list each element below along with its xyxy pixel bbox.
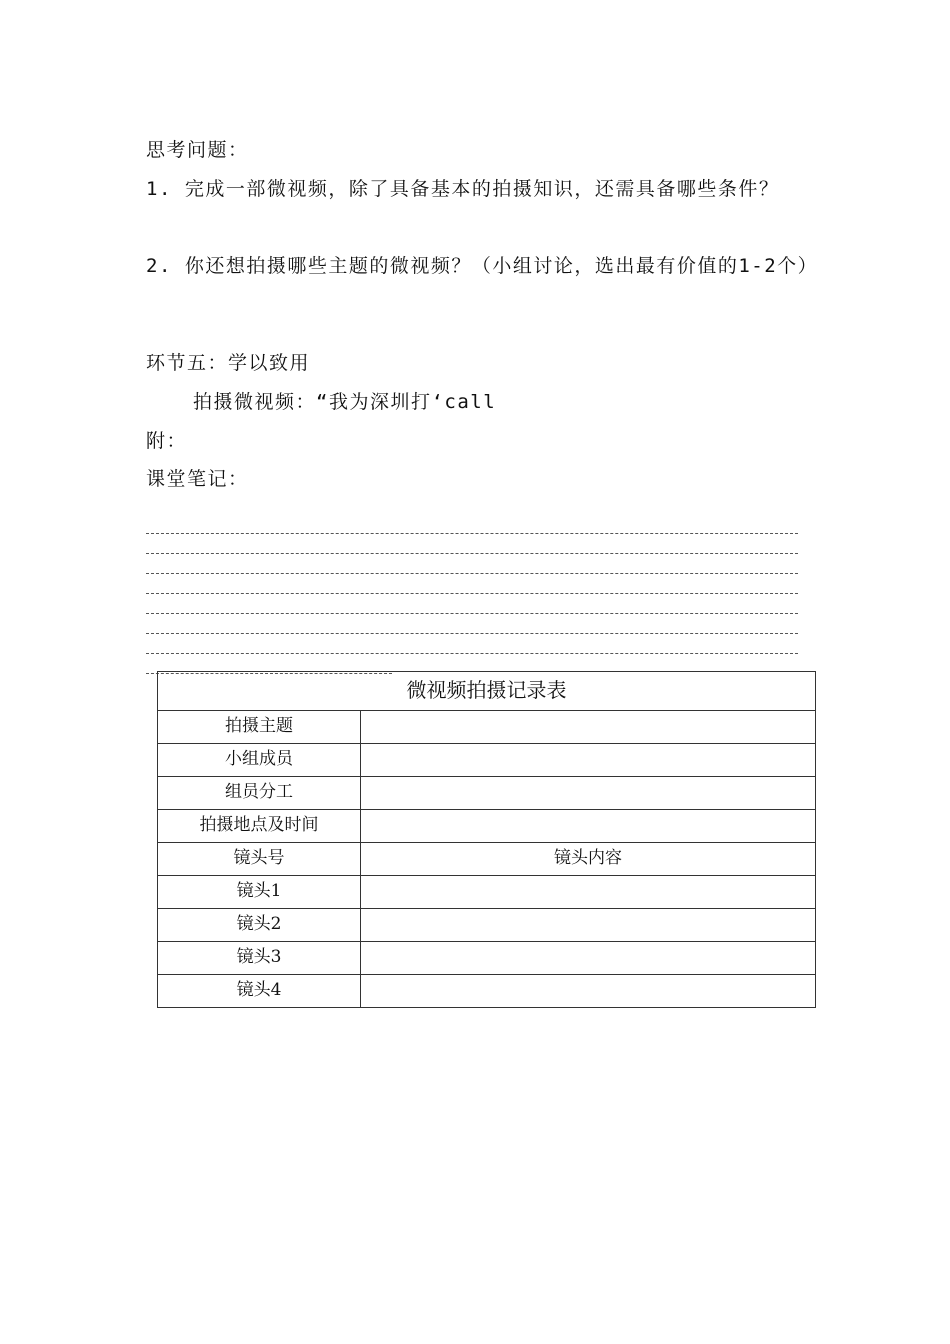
note-line [146,574,798,594]
row-value-theme [361,711,816,744]
note-line [146,614,798,634]
note-line [146,634,798,654]
question-2: 2. 你还想拍摄哪些主题的微视频？（小组讨论，选出最有价值的1-2个） [146,255,819,277]
shot-content [361,909,816,942]
row-label-members: 小组成员 [158,744,361,777]
shot-content-header: 镜头内容 [361,843,816,876]
notes-writing-lines [146,514,798,674]
note-line [146,514,798,534]
table-row [158,876,816,909]
row-label-theme: 拍摄主题 [158,711,361,744]
table-row [158,711,816,744]
shot-label: 镜头2 [158,909,361,942]
section-5-task: 拍摄微视频：“我为深圳打‘call [193,391,497,413]
row-value-location-time [361,810,816,843]
note-line [146,554,798,574]
row-value-members [361,744,816,777]
questions-heading: 思考问题： [146,139,249,161]
table-row [158,909,816,942]
note-line [146,534,798,554]
shot-label: 镜头1 [158,876,361,909]
shot-content [361,942,816,975]
shot-content [361,876,816,909]
shot-label: 镜头4 [158,975,361,1008]
table-row [158,810,816,843]
table-row [158,744,816,777]
row-value-division [361,777,816,810]
row-label-location-time: 拍摄地点及时间 [158,810,361,843]
shooting-record-table [157,671,816,1008]
table-row [158,975,816,1008]
table-row [158,777,816,810]
table-title: 微视频拍摄记录表 [158,672,816,711]
section-5-title: 环节五：学以致用 [146,352,311,374]
note-line [146,594,798,614]
notes-label: 课堂笔记： [146,468,249,490]
row-label-division: 组员分工 [158,777,361,810]
shot-label: 镜头3 [158,942,361,975]
appendix-label: 附： [146,430,188,452]
shot-number-header: 镜头号 [158,843,361,876]
shot-content [361,975,816,1008]
shot-header-row [158,843,816,876]
question-1: 1. 完成一部微视频，除了具备基本的拍摄知识，还需具备哪些条件？ [146,178,780,200]
table-row [158,942,816,975]
